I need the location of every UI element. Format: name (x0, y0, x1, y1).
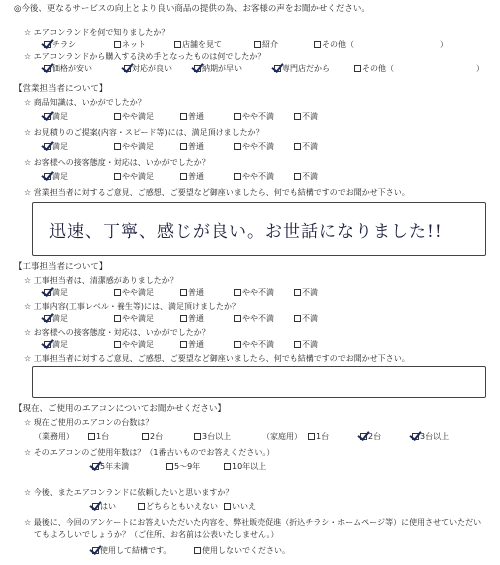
rating-neutral[interactable]: 普通 (180, 340, 204, 350)
years-10plus[interactable]: 10年以上 (224, 462, 266, 472)
checkbox[interactable] (180, 289, 187, 296)
rating-somewhat-dissatisfied[interactable]: やや不満 (234, 314, 274, 324)
checkbox[interactable] (294, 315, 301, 322)
sales-comment-text: 迅速、丁寧、感じが良い。お世話になりました!! (49, 222, 443, 242)
construction-q-attitude: ☆ お客様への接客態度・対応は、いかがでしたか？ (24, 328, 210, 337)
checkbox[interactable] (180, 341, 187, 348)
checkbox[interactable] (234, 341, 241, 348)
rating-somewhat-dissatisfied[interactable]: やや不満 (234, 112, 274, 122)
checkbox-checked[interactable] (92, 463, 99, 470)
checkbox-checked[interactable] (92, 503, 99, 510)
construction-comment-prompt: ☆ 工事担当者に対するご意見、ご感想、ご要望など御座いましたら、何でも結構ですのでお聞かせ下さい。 (24, 354, 410, 363)
current-q-years: ☆ そのエアコンのご使用年数は？（1番古いものでお答えください。） (24, 448, 275, 457)
checkbox-checked[interactable] (44, 113, 51, 120)
star-icon: ☆ (24, 418, 32, 427)
sales-comment-prompt: ☆ 営業担当者に対するご意見、ご感想、ご要望など御座いましたら、何でも結構ですのでお聞かせ下さい。 (24, 188, 410, 197)
construction-q-quality: ☆ 工事内容(工事レベル・養生等)には、満足頂けましたか？ (24, 302, 240, 311)
checkbox[interactable] (294, 173, 301, 180)
checkbox-checked[interactable] (44, 143, 51, 150)
rating-neutral[interactable]: 普通 (180, 288, 204, 298)
star-icon: ☆ (24, 488, 32, 497)
rating-somewhat-dissatisfied[interactable]: やや不満 (234, 288, 274, 298)
checkbox[interactable] (234, 143, 241, 150)
construction-comment-box[interactable] (32, 366, 486, 398)
checkbox-checked[interactable] (44, 173, 51, 180)
checkbox[interactable] (138, 503, 145, 510)
checkbox[interactable] (114, 289, 121, 296)
rating-dissatisfied[interactable]: 不満 (294, 340, 318, 350)
checkbox-checked[interactable] (44, 41, 51, 48)
star-icon: ☆ (24, 302, 32, 311)
rating-neutral[interactable]: 普通 (180, 142, 204, 152)
rating-somewhat-satisfied[interactable]: やや満足 (114, 112, 154, 122)
other2-close-paren: ） (476, 64, 484, 73)
construction-header: 【工事担当者について】 (14, 262, 108, 272)
checkbox[interactable] (308, 433, 315, 440)
checkbox[interactable] (194, 547, 201, 554)
other-close-paren: ） (440, 40, 448, 49)
checkbox[interactable] (314, 41, 321, 48)
survey-intro: ◎今後、更なるサービスの向上とより良い商品の提供の為、お客様の声をお聞かせください。 (14, 4, 370, 14)
checkbox[interactable] (142, 433, 149, 440)
option-store[interactable]: 店舗を見て (174, 40, 222, 50)
rating-dissatisfied[interactable]: 不満 (294, 142, 318, 152)
checkbox[interactable] (174, 41, 181, 48)
rating-neutral[interactable]: 普通 (180, 112, 204, 122)
checkbox[interactable] (234, 289, 241, 296)
checkbox[interactable] (354, 65, 361, 72)
checkbox[interactable] (254, 41, 261, 48)
star-icon: ☆ (24, 328, 32, 337)
rating-somewhat-satisfied[interactable]: やや満足 (114, 172, 154, 182)
checkbox[interactable] (294, 113, 301, 120)
checkbox[interactable] (234, 113, 241, 120)
option-price[interactable]: 価格が安い (44, 64, 92, 74)
rating-dissatisfied[interactable]: 不満 (294, 314, 318, 324)
checkbox[interactable] (180, 143, 187, 150)
checkbox-checked[interactable] (412, 433, 419, 440)
sales-q-proposal: ☆ お見積りのご提案(内容・スピード等)には、満足頂けましたか？ (24, 128, 264, 137)
checkbox-checked[interactable] (194, 65, 201, 72)
rating-satisfied[interactable]: 満足 (44, 314, 68, 324)
star-icon: ☆ (24, 28, 32, 37)
rating-satisfied[interactable]: 満足 (44, 112, 68, 122)
rating-dissatisfied[interactable]: 不満 (294, 288, 318, 298)
rating-somewhat-dissatisfied[interactable]: やや不満 (234, 172, 274, 182)
checkbox[interactable] (234, 173, 241, 180)
star-icon: ☆ (24, 276, 32, 285)
star-icon: ☆ (24, 158, 32, 167)
home-count-1[interactable]: 1台 (308, 432, 329, 442)
final-q-permission: ☆ 最後に、今回のアンケートにお答えいただいた内容を、弊社販売促進（折込チラシ・ホームページ等）に使用させていただい (24, 518, 482, 527)
checkbox-checked[interactable] (124, 65, 131, 72)
checkbox[interactable] (114, 113, 121, 120)
business-label: （業務用） (34, 432, 74, 441)
checkbox[interactable] (224, 503, 231, 510)
home-count-2[interactable]: 2台 (360, 432, 381, 442)
checkbox[interactable] (166, 463, 173, 470)
rating-somewhat-satisfied[interactable]: やや満足 (114, 340, 154, 350)
checkbox[interactable] (180, 173, 187, 180)
star-icon: ☆ (24, 518, 32, 527)
rating-somewhat-dissatisfied[interactable]: やや不満 (234, 340, 274, 350)
option-other[interactable]: その他（ (314, 40, 354, 50)
rating-dissatisfied[interactable]: 不満 (294, 112, 318, 122)
checkbox[interactable] (224, 463, 231, 470)
checkbox[interactable] (294, 289, 301, 296)
option-specialist[interactable]: 専門店だから (274, 64, 330, 74)
option-referral[interactable]: 紹介 (254, 40, 278, 50)
question-source: ☆ エアコンランドを何で知りましたか？ (24, 28, 170, 37)
biz-count-1[interactable]: 1台 (88, 432, 109, 442)
star-icon: ☆ (24, 188, 32, 197)
home-label: （家庭用） (262, 432, 302, 441)
checkbox-checked[interactable] (360, 433, 367, 440)
sales-comment-box[interactable] (32, 202, 486, 256)
star-icon: ☆ (24, 98, 32, 107)
sales-q-knowledge: ☆ 商品知識は、いかがでしたか？ (24, 98, 146, 107)
checkbox[interactable] (114, 143, 121, 150)
option-other2[interactable]: その他（ (354, 64, 394, 74)
option-net[interactable]: ネット (114, 40, 146, 50)
current-q-count: ☆ 現在ご使用のエアコンの台数は？ (24, 418, 154, 427)
checkbox[interactable] (114, 173, 121, 180)
biz-count-3plus[interactable]: 3台以上 (194, 432, 231, 442)
checkbox[interactable] (194, 433, 201, 440)
checkbox-checked[interactable] (44, 65, 51, 72)
checkbox[interactable] (180, 113, 187, 120)
current-header: 【現在、ご使用のエアコンについてお聞かせください】 (14, 404, 226, 414)
rating-somewhat-satisfied[interactable]: やや満足 (114, 288, 154, 298)
sales-q-attitude: ☆ お客様への接客態度・対応は、いかがでしたか？ (24, 158, 210, 167)
option-flyer[interactable]: チラシ (44, 40, 76, 50)
rating-satisfied[interactable]: 満足 (44, 172, 68, 182)
question-reason: ☆ エアコンランドから購入する決め手となったものは何でしたか？ (24, 52, 266, 61)
rating-satisfied[interactable]: 満足 (44, 142, 68, 152)
checkbox[interactable] (114, 41, 121, 48)
option-service[interactable]: 対応が良い (124, 64, 172, 74)
rating-satisfied[interactable]: 満足 (44, 288, 68, 298)
rating-somewhat-dissatisfied[interactable]: やや不満 (234, 142, 274, 152)
final-q-repeat: ☆ 今後、またエアコンランドに依頼したいと思いますか？ (24, 488, 234, 497)
checkbox[interactable] (180, 315, 187, 322)
rating-satisfied[interactable]: 満足 (44, 340, 68, 350)
permission-no[interactable]: 使用しないでください。 (194, 546, 290, 556)
permission-yes[interactable]: 使用して結構です。 (92, 546, 171, 556)
checkbox-checked[interactable] (44, 289, 51, 296)
checkbox[interactable] (88, 433, 95, 440)
checkbox-checked[interactable] (92, 547, 99, 554)
checkbox[interactable] (294, 143, 301, 150)
star-icon: ☆ (24, 354, 32, 363)
biz-count-2[interactable]: 2台 (142, 432, 163, 442)
rating-neutral[interactable]: 普通 (180, 172, 204, 182)
star-icon: ☆ (24, 448, 32, 457)
checkbox[interactable] (114, 341, 121, 348)
star-icon: ☆ (24, 52, 32, 61)
star-icon: ☆ (24, 128, 32, 137)
repeat-no[interactable]: いいえ (224, 502, 256, 512)
checkbox[interactable] (294, 341, 301, 348)
checkbox-checked[interactable] (44, 315, 51, 322)
rating-dissatisfied[interactable]: 不満 (294, 172, 318, 182)
repeat-yes[interactable]: はい (92, 502, 116, 512)
checkbox[interactable] (234, 315, 241, 322)
home-count-3plus[interactable]: 3台以上 (412, 432, 449, 442)
checkbox-checked[interactable] (274, 65, 281, 72)
rating-neutral[interactable]: 普通 (180, 314, 204, 324)
construction-q-clean: ☆ 工事担当者は、清潔感がありましたか？ (24, 276, 178, 285)
option-delivery[interactable]: 納期が早い (194, 64, 242, 74)
repeat-neutral[interactable]: どちらともいえない (138, 502, 218, 512)
years-5to9[interactable]: 5～9年 (166, 462, 200, 472)
sales-header: 【営業担当者について】 (14, 84, 108, 94)
checkbox[interactable] (114, 315, 121, 322)
years-under5[interactable]: 5年未満 (92, 462, 129, 472)
final-q-permission-cont: てもよろしいでしょうか？（ご住所、お名前は公表いたしません。） (34, 530, 279, 539)
rating-somewhat-satisfied[interactable]: やや満足 (114, 314, 154, 324)
rating-somewhat-satisfied[interactable]: やや満足 (114, 142, 154, 152)
checkbox-checked[interactable] (44, 341, 51, 348)
